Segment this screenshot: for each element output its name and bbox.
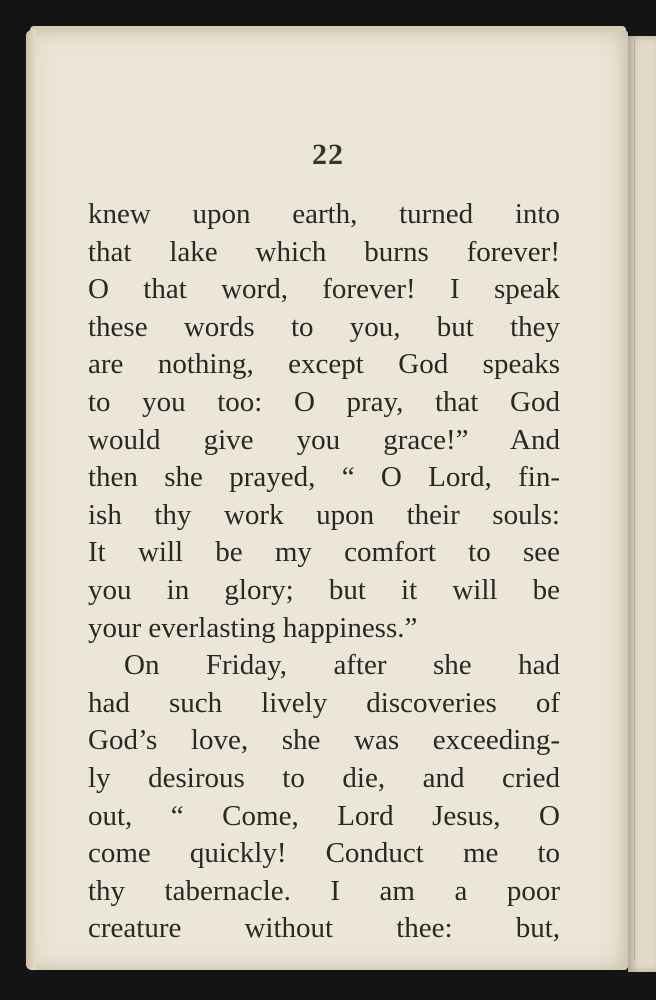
text-line: are nothing, except God speaks xyxy=(88,348,560,381)
text-line: then she prayed, “ O Lord, fin- xyxy=(88,461,560,494)
text-line: ish thy work upon their souls: xyxy=(88,498,560,531)
page-text xyxy=(88,196,560,948)
text-line: would give you grace!” And xyxy=(88,423,560,456)
text-line: to you too: O pray, that God xyxy=(88,385,560,418)
text-line: that lake which burns forever! xyxy=(88,235,560,268)
text-line: O that word, forever! I speak xyxy=(88,273,560,306)
text-line: knew upon earth, turned into xyxy=(88,198,560,230)
text-line: ly desirous to die, and cried xyxy=(88,761,560,794)
adjacent-page xyxy=(628,36,656,972)
text-line: God’s love, she was exceeding- xyxy=(88,724,560,757)
text-line: out, “ Come, Lord Jesus, O xyxy=(88,799,560,832)
page-number: 22 xyxy=(312,138,344,171)
text-line: On Friday, after she had xyxy=(124,649,560,682)
text-line: creature without thee: but, xyxy=(88,912,560,945)
text-line: thy tabernacle. I am a poor xyxy=(88,874,560,907)
text-line: your everlasting happiness.” xyxy=(88,611,418,644)
text-line: these words to you, but they xyxy=(88,310,560,343)
page-fold-line xyxy=(634,40,635,960)
text-line: It will be my comfort to see xyxy=(88,536,560,569)
text-line: come quickly! Conduct me to xyxy=(88,837,560,870)
text-line: you in glory; but it will be xyxy=(88,573,560,606)
text-line: had such lively discoveries of xyxy=(88,686,560,719)
